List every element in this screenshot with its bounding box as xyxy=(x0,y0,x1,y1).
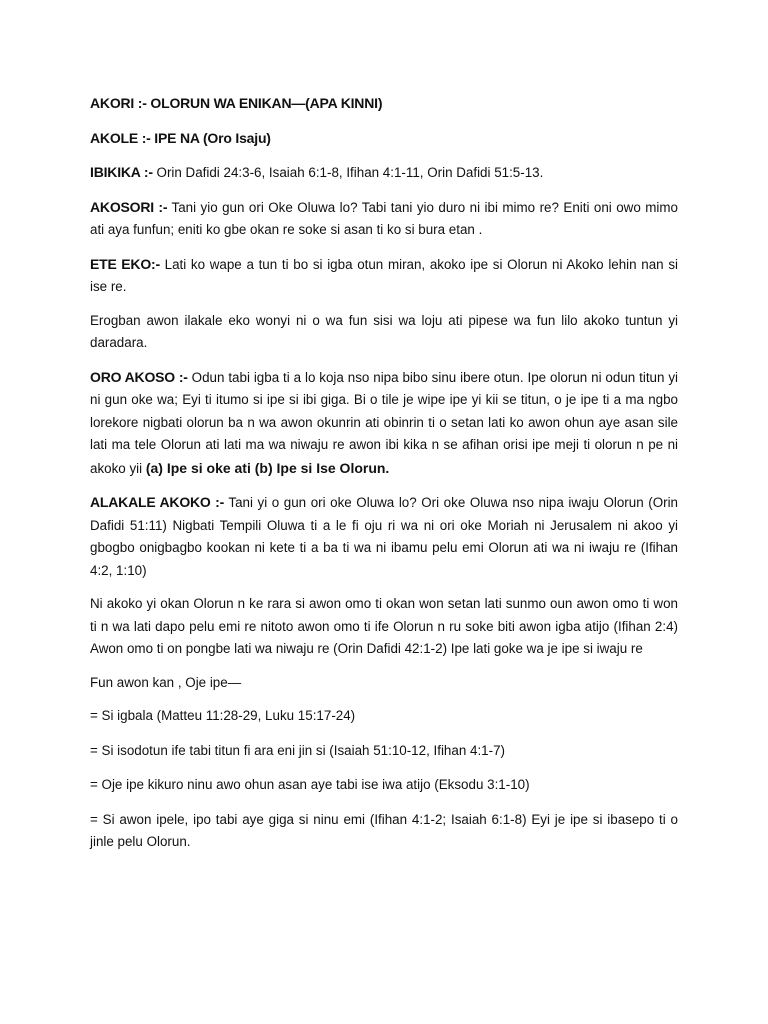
ibikika-text: Orin Dafidi 24:3-6, Isaiah 6:1-8, Ifihan 4:1-11, Orin Dafidi 51:5-13. xyxy=(152,165,544,180)
heading-akole xyxy=(90,127,678,150)
oro-akoso-bold-tail: (a) Ipe si oke ati (b) Ipe si Ise Olorun. xyxy=(145,459,390,476)
oro-akoso-text: Odun tabi igba ti a lo koja nso nipa bibo sinu ibere otun. Ipe olorun ni odun titun yi ni gun oke wa; Eyi ti itumo si ipe si ibi giga. Bi o tile je wipe ipe yi kii se titun, o je ipe ti a ma ngbo lorekore nigbati olorun ba n wa awon okunrin ati obinrin ti o setan lati ko awon ohun aye asan sile lati ma tele Olorun ati lati ma wa niwaju re awon ibi kika n se afihan orisi ipe meji ti olorun n pe ni akoko yii xyxy=(90,369,679,476)
ete-eko-text: Lati ko wape a tun ti bo si igba otun miran, akoko ipe si Olorun ni Akoko lehin nan si ise re. xyxy=(90,256,678,294)
oro-akoso-paragraph xyxy=(90,366,678,481)
akosori-label: AKOSORI :- xyxy=(90,198,168,215)
akori-heading-text: AKORI :- OLORUN WA ENIKAN—(APA KINNI) xyxy=(90,95,383,111)
alakale-akoko-label: ALAKALE AKOKO :- xyxy=(90,494,225,510)
akosori-text: Tani yio gun ori Oke Oluwa lo? Tabi tani yio duro ni ibi mimo re? Eniti oni owo mimo ati aya funfun; eniti ko gbe okan re soke si asan ti ko si bura etan . xyxy=(90,199,678,237)
erogban-paragraph: Erogban awon ilakale eko wonyi ni o wa fun sisi wa loju ati pipese wa fun lilo akoko tuntun yi daradara. xyxy=(90,312,678,350)
ete-eko-label: ETE EKO:- xyxy=(90,255,160,272)
list-item: = Si igbala (Matteu 11:28-29, Luku 15:17-24) xyxy=(90,708,356,723)
ibikika-label: IBIKIKA :- xyxy=(90,164,153,180)
ni-akoko-paragraph: Ni akoko yi okan Olorun n ke rara si awon omo ti okan won setan lati sunmo oun awon omo ti won ti n wa lati dapo pelu emi re nitoto awon omo ti ife Olorun n ru soke biti awon igba atijo (Ifihan 2:4) Awon omo ti on pongbe lati wa niwaju re (Orin Dafidi 42:1-2) Ipe lati goke wa je ipe si iwaju re xyxy=(90,596,678,656)
heading-akori xyxy=(90,92,678,115)
oro-akoso-label: ORO AKOSO :- xyxy=(90,368,188,385)
akosori-paragraph xyxy=(90,196,678,242)
list-item: = Oje ipe kikuro ninu awo ohun asan aye tabi ise iwa atijo (Eksodu 3:1-10) xyxy=(90,777,530,792)
document-page xyxy=(90,92,678,866)
alakale-akoko-paragraph xyxy=(90,491,678,582)
list-item: = Si awon ipele, ipo tabi aye giga si ninu emi (Ifihan 4:1-2; Isaiah 6:1-8) Eyi je ipe si ibasepo ti o jinle pelu Olorun. xyxy=(90,811,678,849)
ete-eko-paragraph xyxy=(90,253,678,299)
ibikika-paragraph xyxy=(90,161,678,185)
alakale-akoko-text: Tani yi o gun ori oke Oluwa lo? Ori oke Oluwa nso nipa iwaju Olorun (Orin Dafidi 51:11) Nigbati Tempili Oluwa ti a le fi oju ri wa ni ori oke Moriah ni Jerusalem ni akoo yi gbogbo onigbagbo kookan ni kete ti a ba ti wa ni ibamu pelu emi Olorun ati wa ni iwaju re (Ifihan 4:2, 1:10) xyxy=(90,495,678,578)
list-item: = Si isodotun ife tabi titun fi ara eni jin si (Isaiah 51:10-12, Ifihan 4:1-7) xyxy=(90,742,505,758)
akole-heading-text: AKOLE :- IPE NA (Oro Isaju) xyxy=(90,129,271,146)
fun-awon-paragraph: Fun awon kan , Oje ipe— xyxy=(90,674,242,690)
